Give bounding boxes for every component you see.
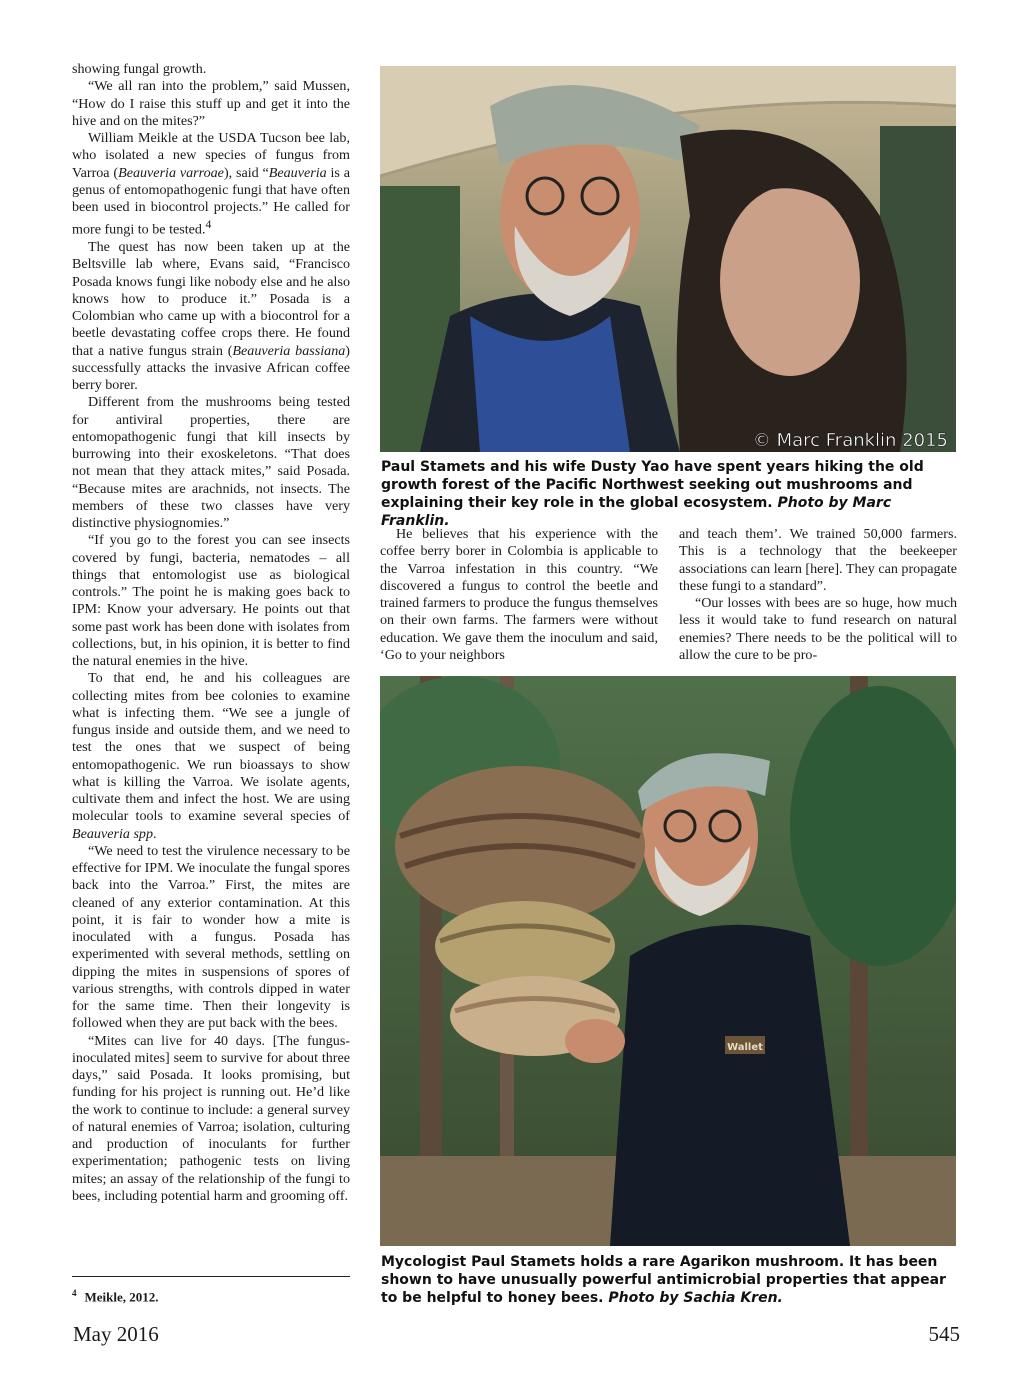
photo-couple [380, 66, 956, 452]
issue-date: May 2016 [73, 1322, 159, 1346]
badge-text: Wallet [727, 1042, 763, 1053]
footnote-ref: 4 [205, 218, 212, 232]
paragraph: “We need to test the virulence necessary to be effective for IPM. We inoculate the fungal spores back into the Varroa.” First, the mites are cleaned of any exterior contamination. At this point, it is fair to wonder how a mite is inoculated with a fungus. Posada has experimented with several methods, settling on dipping the mites in suspensions of spores of various strengths, with controls dipped in water for the same time. Then their longevity is followed when they are put back with the bees. [72, 842, 350, 1032]
species-name: Beauveria varroae [118, 164, 224, 181]
species-name: Beauveria bassiana [232, 342, 346, 359]
photo-credit: Photo by Marc Franklin. [381, 495, 892, 529]
photo-credit: Photo by Sachia Kren. [608, 1290, 783, 1306]
photo-mushroom [380, 676, 956, 1246]
footnote-text: Meikle, 2012. [84, 1289, 159, 1305]
paragraph: The quest has now been taken up at the Beltsville lab where, Evans said, “Francisco Posada knows fungi like nobody else and he also knows how to produce it.” Posada is a Colombian who came up with a biocontrol for a beetle devastating coffee crops there. He found that a native fungus strain (Beauveria bassiana) successfully attacks the invasive African coffee berry borer. [72, 239, 350, 394]
paragraph: He believes that his experience with the coffee berry borer in Colombia is applicable to the Varroa infestation in this country. “We discovered a fungus to control the beetle and trained farmers to produce the fungus themselves on their own farms. The farmers were without education. We gave them the inoculum and said, ‘Go to your neighbors [380, 526, 658, 664]
paragraph: and teach them’. We trained 50,000 farmers. This is a technology that the beekeeper associations can learn [here]. They can propagate these fungi to a standard”. [679, 526, 957, 594]
photo-mushroom-illustration [380, 676, 956, 1246]
paragraph: “Mites can live for 40 days. [The fungus-inoculated mites] seem to survive for about three days,” said Posada. It looks promising, but funding for his project is running out. He’d like the work to continue to include: a general survey of natural enemies of Varroa; isolation, culturing and production of inoculants for further experimentation; pathogenic tests on living mites; an assay of the relationship of the fungi to bees, including potential harm and grooming off. [72, 1032, 350, 1204]
middle-column-b [679, 526, 957, 664]
footnote [72, 1288, 159, 1305]
page-number: 545 [928, 1322, 960, 1346]
genus-name: Beauveria spp [72, 825, 154, 842]
paragraph: “We all ran into the problem,” said Mussen, “How do I raise this stuff up and get it into the hive and on the mites?” [72, 78, 350, 129]
paragraph: William Meikle at the USDA Tucson bee lab, who isolated a new species of fungus from Varroa (Beauveria varroae), said “Beauveria is a genus of entomopathogenic fungi that have often been used in biocontrol projects.” He called for more fungi to be tested.$^4$ [72, 130, 350, 238]
paragraph: showing fungal growth. [72, 61, 207, 77]
photo-couple-illustration [380, 66, 956, 452]
genus-name: Beauveria [268, 164, 327, 181]
left-article-column [72, 61, 350, 1205]
footnote-divider [72, 1276, 350, 1277]
paragraph: “Our losses with bees are so huge, how much less it would take to fund research on natural enemies? There needs to be the political will to allow the cure to be pro- [679, 595, 957, 664]
footnote-number: 4 [72, 1288, 77, 1298]
photo-caption: Mycologist Paul Stamets holds a rare Agarikon mushroom. It has been shown to have unusually powerful antimicrobial properties that appear to be helpful to honey bees. Photo by Sachia Kren. [381, 1254, 946, 1306]
paragraph: Different from the mushrooms being tested for antiviral properties, there are entomopathogenic fungi that kill insects by burrowing into their exoskeletons. “That does not mean that they attack mites,” said Posada. “Because mites are arachnids, not insects. The members of these two classes have very distinctive physiognomies.” [72, 394, 350, 532]
paragraph: “If you go to the forest you can see insects covered by fungi, bacteria, nematodes – all things that entomologist use as biological controls.” The point he is making goes back to IPM: Know your adversary. He points out that some past work has been done with isolates from collections, but, in his opinion, it is better to find the natural enemies in the hive. [72, 532, 350, 670]
photo-watermark: © Marc Franklin 2015 [752, 430, 948, 451]
photo-caption: Paul Stamets and his wife Dusty Yao have spent years hiking the old growth forest of the Pacific Northwest seeking out mushrooms and explaining their key role in the global ecosystem. Photo by Marc Franklin. [381, 459, 924, 529]
middle-column-a [380, 526, 658, 664]
paragraph: To that end, he and his colleagues are collecting mites from bee colonies to examine what is infecting them. “We see a jungle of fungus inside and outside them, and we need to test the ones that we suspect of being entomopathogenic. We run bioassays to show what is killing the Varroa. We isolate agents, cultivate them and infect the host. We are using molecular tools to examine several species of Beauveria spp. [72, 670, 350, 842]
